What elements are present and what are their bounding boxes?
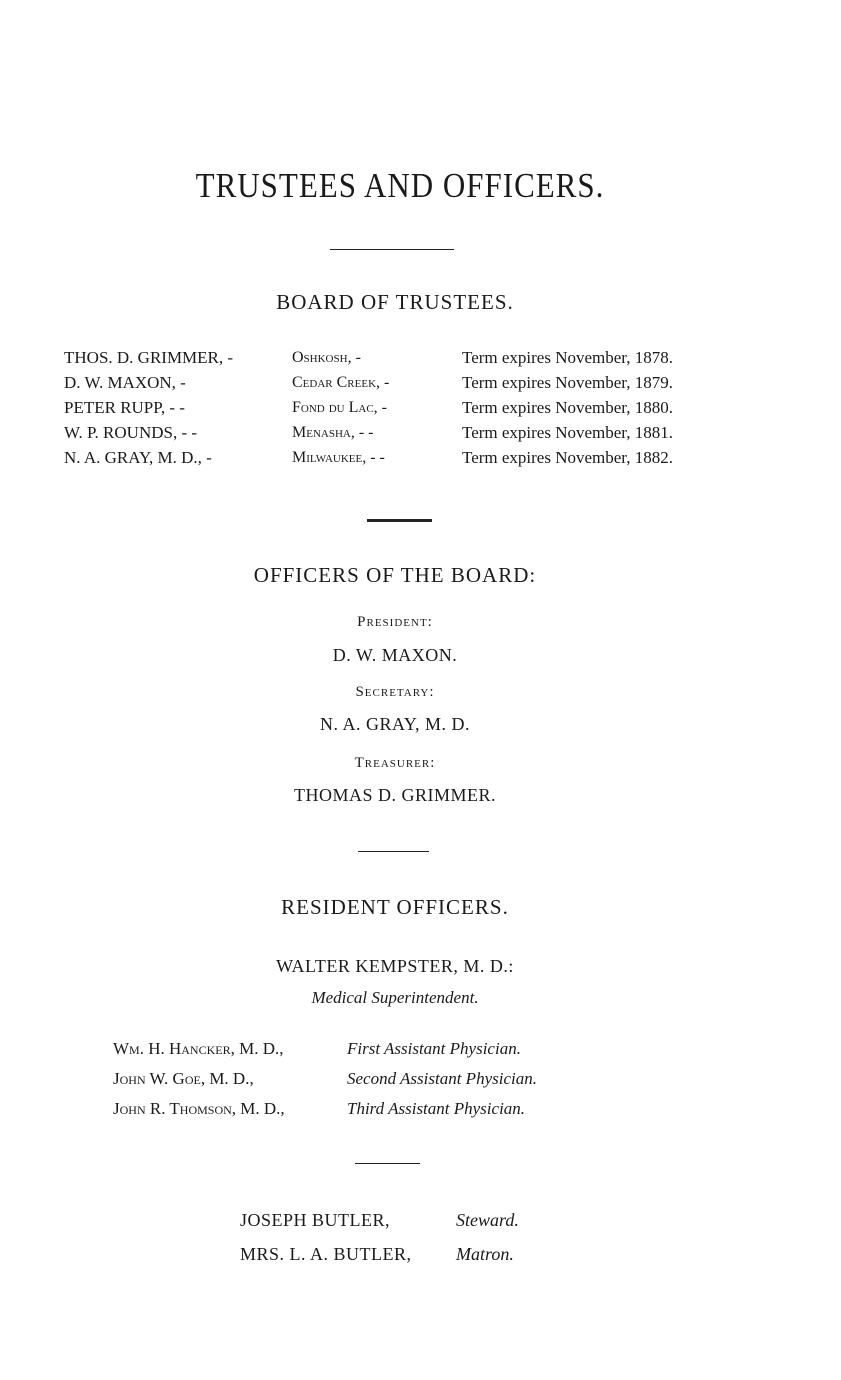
president-name: D. W. MAXON. (332, 645, 458, 665)
trustee-place: Menasha, - - (292, 423, 374, 441)
staff-table (240, 1203, 519, 1271)
secretary-name: N. A. GRAY, M. D. (319, 714, 471, 734)
trustee-place: Oshkosh, - (292, 348, 361, 366)
divider-1 (330, 249, 454, 250)
trustee-place: Cedar Creek, - (292, 373, 390, 391)
trustee-name: N. A. GRAY, M. D., - (64, 447, 212, 467)
table-row (64, 420, 744, 445)
officers-heading: OFFICERS OF THE BOARD: (253, 563, 537, 587)
divider-3 (358, 851, 429, 852)
treasurer-label: Treasurer: (354, 755, 436, 771)
trustee-name: W. P. ROUNDS, - - (64, 422, 198, 442)
assistant-role: Second Assistant Physician. (347, 1069, 537, 1088)
trustees-table (64, 345, 744, 470)
trustee-name: D. W. MAXON, - (64, 372, 186, 392)
assistant-role: Third Assistant Physician. (347, 1099, 526, 1118)
president-label: President: (357, 614, 433, 630)
trustee-term: Term expires November, 1881. (462, 422, 674, 442)
resident-heading: RESIDENT OFFICERS. (281, 895, 509, 919)
board-heading: BOARD OF TRUSTEES. (276, 290, 514, 314)
staff-role: Steward. (456, 1209, 519, 1230)
table-row (113, 1034, 537, 1064)
divider-2 (367, 519, 432, 522)
table-row (64, 370, 744, 395)
page-title: TRUSTEES AND OFFICERS. (195, 165, 605, 206)
divider-4 (355, 1163, 420, 1164)
staff-role: Matron. (456, 1243, 514, 1264)
table-row (113, 1064, 537, 1094)
trustee-term: Term expires November, 1880. (462, 397, 674, 417)
assistant-role: First Assistant Physician. (347, 1039, 521, 1058)
superintendent-name: WALTER KEMPSTER, M. D.: (276, 956, 514, 976)
staff-name: MRS. L. A. BUTLER, (240, 1243, 412, 1264)
treasurer-name: THOMAS D. GRIMMER. (293, 785, 497, 805)
table-row (64, 445, 744, 470)
trustee-term: Term expires November, 1882. (462, 447, 674, 467)
trustee-name: PETER RUPP, - - (64, 397, 185, 417)
trustee-term: Term expires November, 1878. (462, 347, 674, 367)
assistant-name: John R. Thomson, M. D., (113, 1099, 285, 1118)
trustee-place: Fond du Lac, - (292, 398, 387, 416)
table-row (240, 1237, 519, 1271)
trustee-term: Term expires November, 1879. (462, 372, 674, 392)
trustee-place: Milwaukee, - - (292, 448, 385, 466)
table-row (113, 1094, 537, 1124)
assistants-table (113, 1034, 537, 1124)
assistant-name: Wm. H. Hancker, M. D., (113, 1039, 284, 1058)
trustee-name: THOS. D. GRIMMER, - (64, 347, 234, 367)
superintendent-title: Medical Superintendent. (311, 988, 479, 1007)
secretary-label: Secretary: (355, 684, 435, 700)
staff-name: JOSEPH BUTLER, (240, 1209, 391, 1230)
table-row (64, 395, 744, 420)
table-row (64, 345, 744, 370)
table-row (240, 1203, 519, 1237)
assistant-name: John W. Goe, M. D., (113, 1069, 254, 1088)
